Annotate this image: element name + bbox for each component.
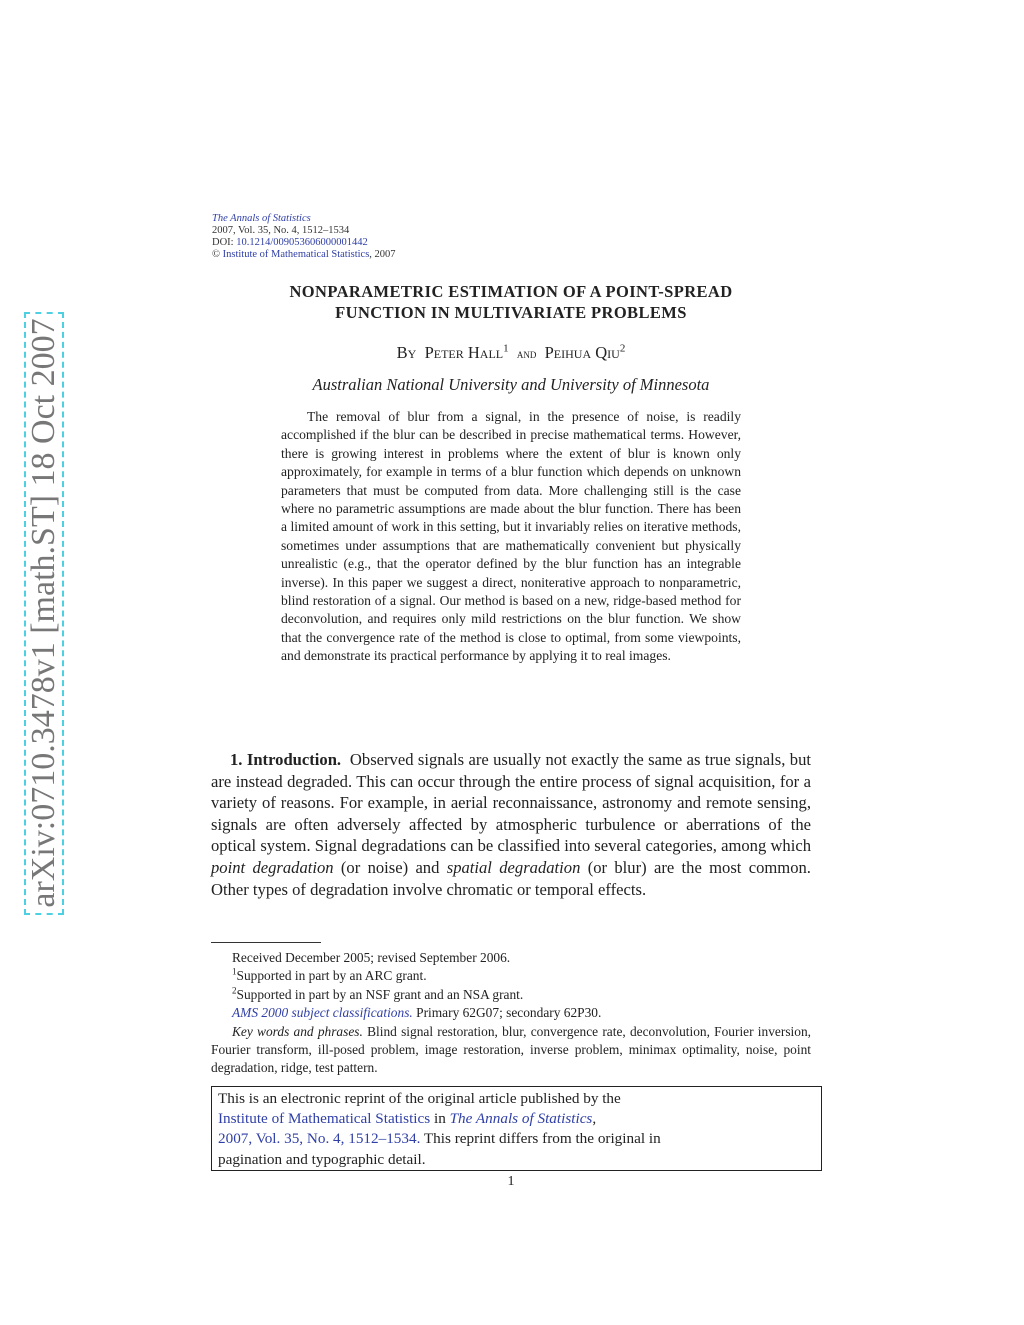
footnote-rule <box>211 942 321 943</box>
doi-line: DOI: 10.1214/009053606000001442 <box>212 237 368 248</box>
reprint-publisher-link[interactable]: Institute of Mathematical Statistics <box>218 1110 431 1128</box>
abstract: The removal of blur from a signal, in the presence of noise, is readily accomplished if the blur can be described in precise mathematical terms. However, there is growing interest in problems where the extent of blur is known only approximately, for example in terms of a blur function which depends on unknown parameters that must be computed from data. More challenging still is the case where no parametric assumptions are made about the blur function. There has been a limited amount of work in this setting, but it invariably relies on iterative methods, sometimes under assumptions that are mathematically convenient but physically unrealistic (e.g., that the operator defined by the blur function has an integrable inverse). In this paper we suggest a direct, noniterative approach to nonparametric, blind restoration of a signal. Our method is based on a new, ridge-based method for deconvolution, and requires only mild restrictions on the blur function. We show that the convergence rate of the method is close to optimal, from some viewpoints, and demonstrate its practical performance by applying it to real images. <box>281 409 741 664</box>
reprint-citation-link[interactable]: 2007, Vol. 35, No. 4, 1512–1534. <box>218 1130 421 1148</box>
journal-name-link[interactable]: The Annals of Statistics <box>212 213 311 224</box>
page-number: 1 <box>507 1174 515 1189</box>
journal-header <box>212 213 396 261</box>
paper-title: NONPARAMETRIC ESTIMATION OF A POINT-SPREAD FUNCTION IN MULTIVARIATE PROBLEMS <box>289 282 733 322</box>
volume-line: 2007, Vol. 35, No. 4, 1512–1534 <box>212 225 350 236</box>
affiliation: Australian National University and University of Minnesota <box>312 375 710 394</box>
ams-classification-link[interactable]: AMS 2000 subject classifications. <box>232 1005 413 1021</box>
copyright-line: © Institute of Mathematical Statistics, 2007 <box>212 249 396 260</box>
reprint-journal-link[interactable]: The Annals of Statistics <box>449 1110 593 1128</box>
section-heading: 1. Introduction. <box>230 750 342 769</box>
arxiv-stamp-text: arXiv:0710.3478v1 [math.ST] 18 Oct 2007 <box>25 318 62 908</box>
footnotes <box>211 949 811 1078</box>
doi-link[interactable]: 10.1214/009053606000001442 <box>236 237 368 248</box>
footnote-1: $^1$Supported in part by an ARC grant. <box>232 966 427 984</box>
author-hall: Peter Hall <box>424 343 504 362</box>
introduction-paragraph: 1. Introduction. Observed signals are usually not exactly the same as true signals, but are instead degraded. This can occur through the entire process of signal acquisition, for a variety of reasons. For example, in aerial reconnaissance, astronomy and remote sensing, signals are often adversely affected by atmospheric turbulence or aberrations of the optical system. Signal degradations can be classified into several categories, among which point degradation (or noise) and spatial degradation (or blur) are the most common. Other types of degradation involve chromatic or temporal effects. <box>211 750 811 899</box>
copyright-holder-link[interactable]: Institute of Mathematical Statistics <box>222 249 370 260</box>
received-note: Received December 2005; revised September 2006. <box>232 950 511 965</box>
keywords: Key words and phrases. Blind signal restoration, blur, convergence rate, deconvolution, Fourier inversion, Fourier transform, ill-posed problem, image restoration, inverse problem, minimax optimality, noise, point degradation, ridge, test pattern. <box>211 1023 811 1076</box>
footnote-2: $^2$Supported in part by an NSF grant and an NSA grant. <box>232 985 524 1002</box>
author-line: By Peter Hall$^1$ and Peihua Qiu$^2$ <box>396 342 626 362</box>
ams-classification: AMS 2000 subject classifications. Primary 62G07; secondary 62P30. <box>232 1005 602 1021</box>
author-qiu: Peihua Qiu <box>544 343 620 362</box>
reprint-notice: This is an electronic reprint of the original article published by the Institute of Mathematical Statistics in The Annals of Statistics, 2007, Vol. 35, No. 4, 1512–1534. This reprint differs from the original in pagination and typographic detail. <box>211 1086 822 1171</box>
